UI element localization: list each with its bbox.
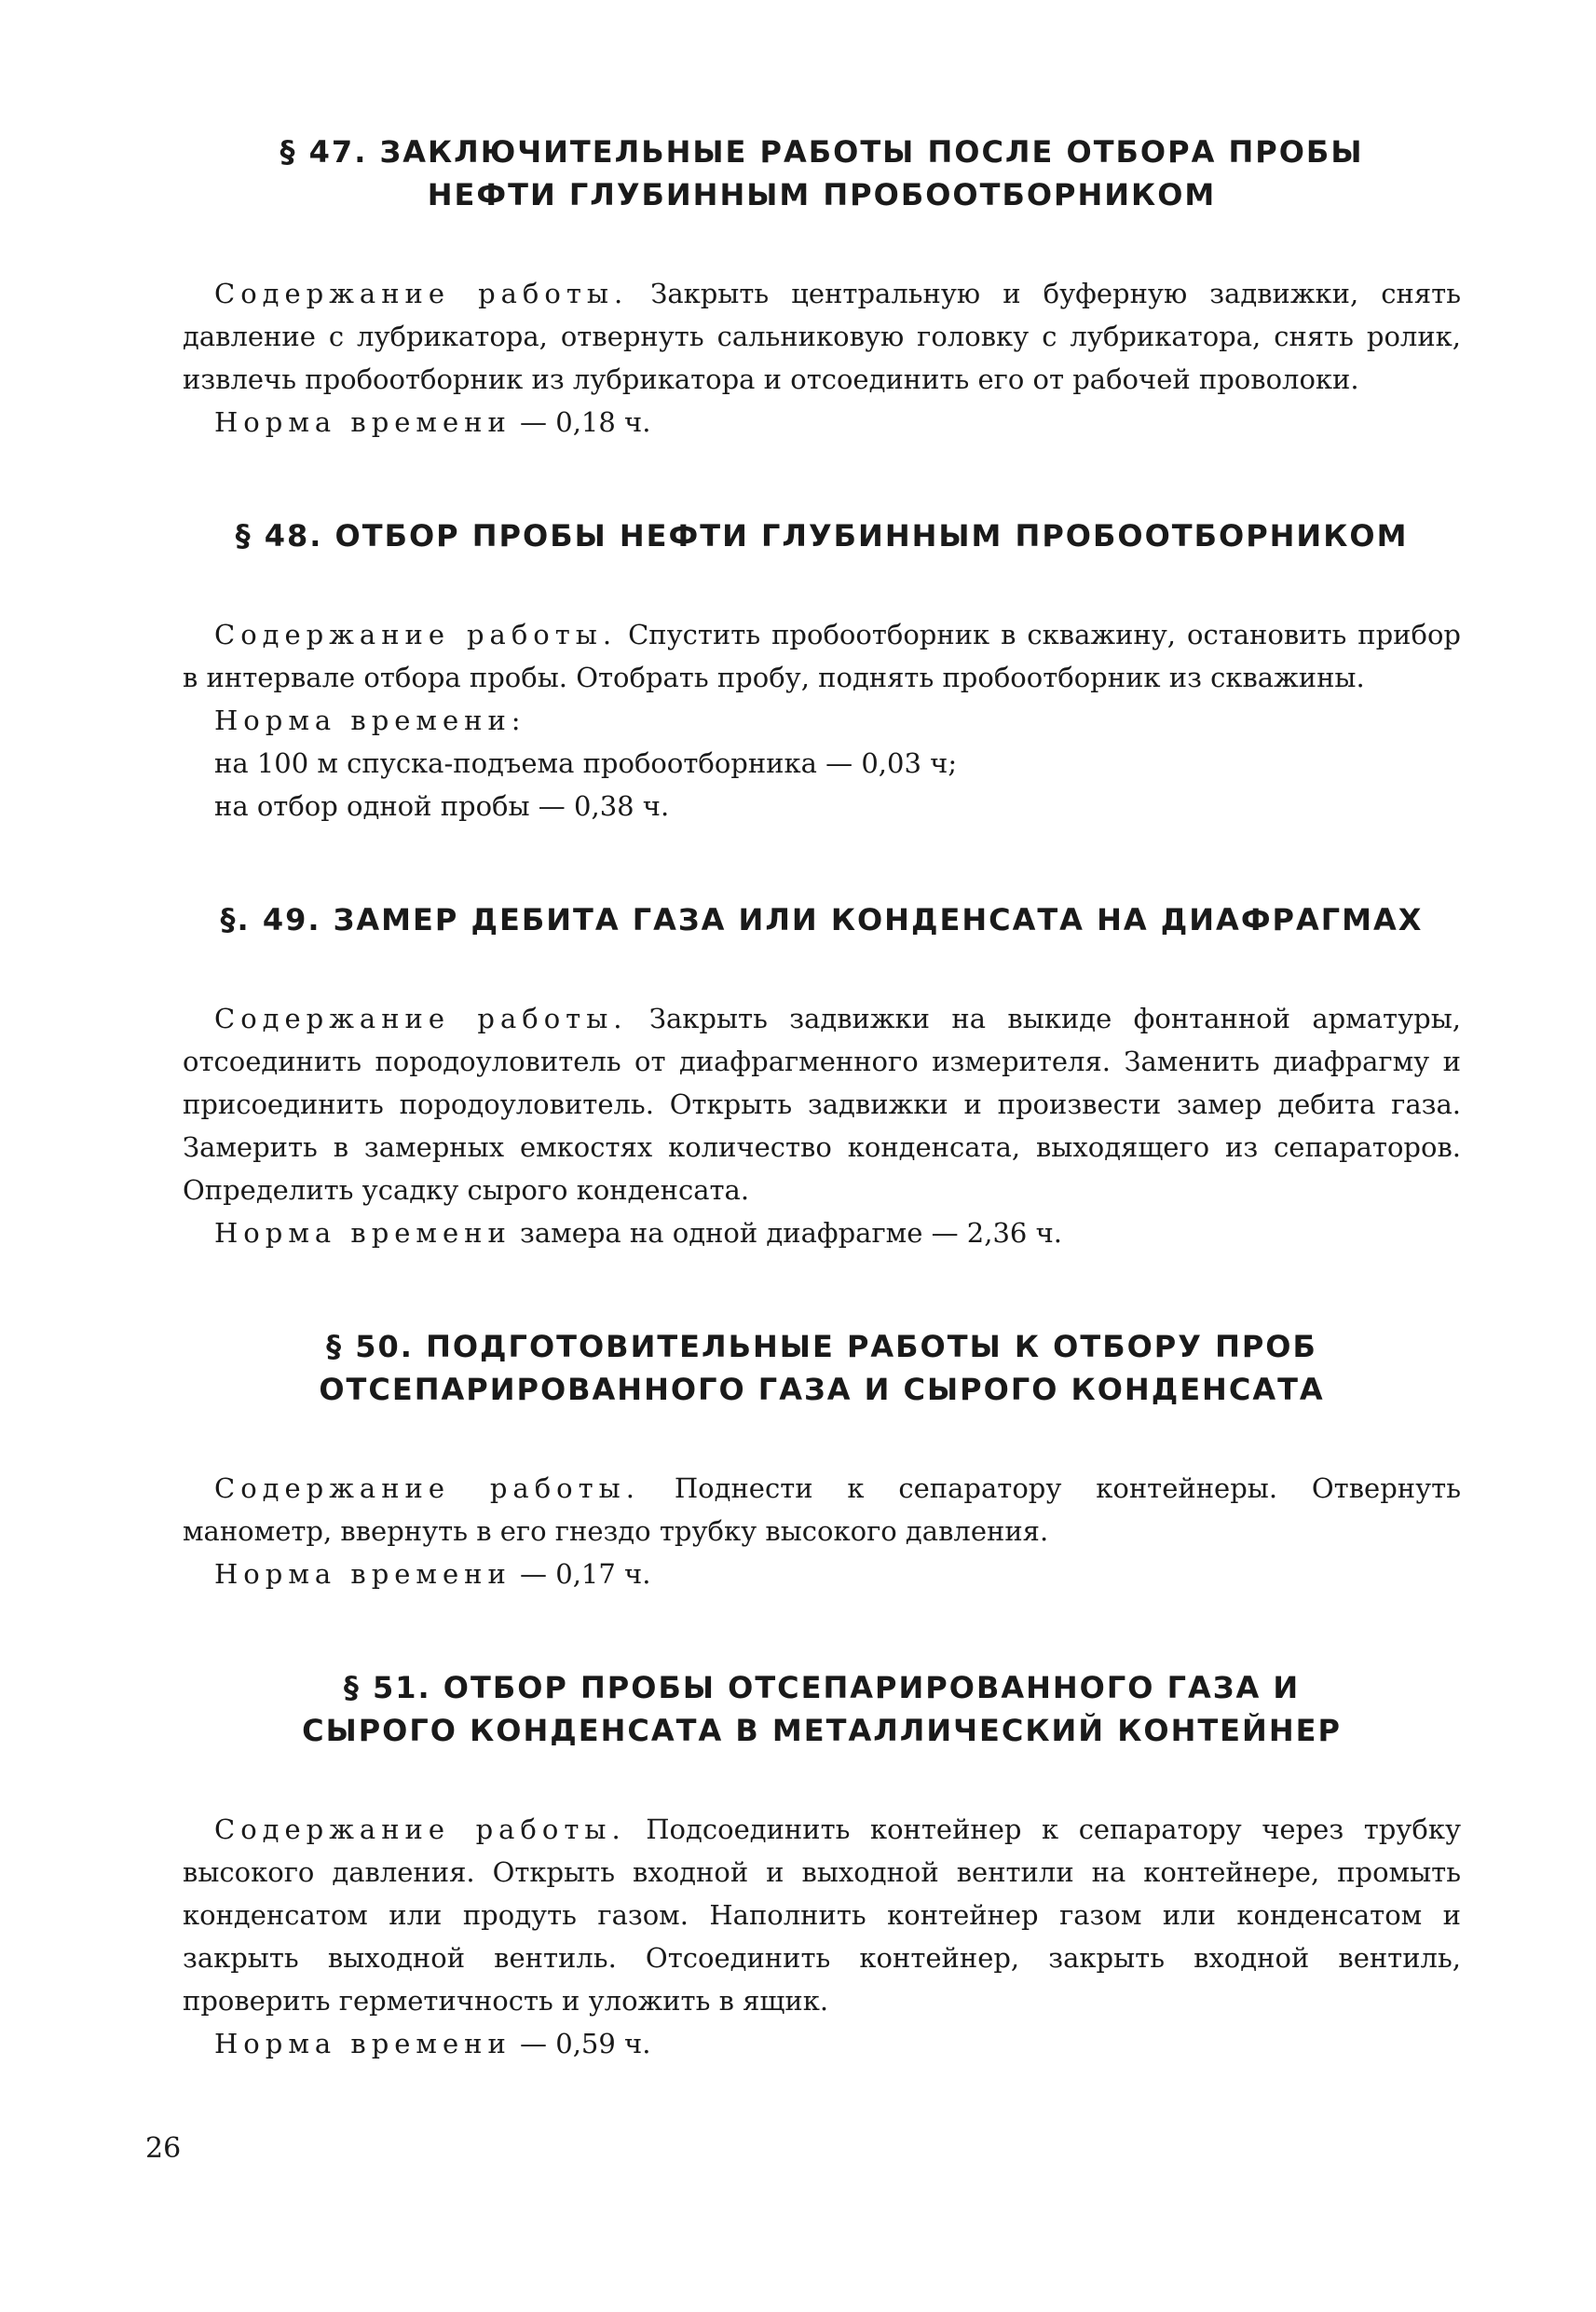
work-content xyxy=(183,272,1461,401)
section-48 xyxy=(183,514,1461,898)
heading-line: НЕФТИ ГЛУБИННЫМ ПРОБООТБОРНИКОМ xyxy=(427,177,1217,212)
norm-label: Норма времени xyxy=(214,406,512,438)
norm-label: Норма времени xyxy=(214,1217,512,1249)
time-norm xyxy=(214,1553,1461,1595)
content-text: Спустить пробоотборник в скважину, остановить прибор в интервале отбора пробы. Отобрать пробу, поднять пробоотборник из скважины. xyxy=(183,619,1461,693)
time-norm xyxy=(214,699,1461,742)
norm-label: Норма времени xyxy=(214,2028,512,2059)
time-norm xyxy=(214,401,1461,444)
section-heading xyxy=(183,130,1461,216)
heading-line: § 51. ОТБОР ПРОБЫ ОТСЕПАРИРОВАННОГО ГАЗА И xyxy=(343,1670,1301,1705)
time-norm xyxy=(214,1211,1461,1254)
content-text: Закрыть центральную и буферную задвижки, снять давление с лубрикатора, отвернуть сальниковую головку с лубрикатора, снять ролик, извлечь пробоотборник из лубрикатора и отсоединить его от рабочей проволоки. xyxy=(183,278,1461,395)
norm-item: на отбор одной пробы — 0,38 ч. xyxy=(214,790,670,822)
section-heading xyxy=(183,1666,1461,1752)
content-text: Подсоединить контейнер к сепаратору через трубку высокого давления. Открыть входной и выходной вентили на контейнере, промыть конденсатом или продуть газом. Наполнить контейнер газом или конденсатом и закрыть выходной вентиль. Отсоединить контейнер, закрыть входной вентиль, проверить герметичность и уложить в ящик. xyxy=(183,1813,1462,2017)
section-49 xyxy=(183,898,1461,1325)
norm-label: Норма времени: xyxy=(214,705,526,736)
content-text: Поднести к сепаратору контейнеры. Отвернуть манометр, ввернуть в его гнездо трубку высокого давления. xyxy=(183,1472,1462,1547)
norm-value: замера на одной диафрагме — 2,36 ч. xyxy=(511,1217,1062,1249)
norm-item: на 100 м спуска-подъема пробоотборника — 0,03 ч; xyxy=(214,747,958,779)
heading-line: СЫРОГО КОНДЕНСАТА В МЕТАЛЛИЧЕСКИЙ КОНТЕЙНЕР xyxy=(302,1713,1342,1748)
heading-line: § 50. ПОДГОТОВИТЕЛЬНЫЕ РАБОТЫ К ОТБОРУ ПРОБ xyxy=(326,1329,1317,1364)
work-content xyxy=(183,613,1461,699)
section-heading xyxy=(183,514,1461,557)
work-content xyxy=(183,1467,1461,1553)
heading-line: §. 49. ЗАМЕР ДЕБИТА ГАЗА ИЛИ КОНДЕНСАТА НА ДИАФРАГМАХ xyxy=(220,902,1424,937)
heading-line: § 48. ОТБОР ПРОБЫ НЕФТИ ГЛУБИННЫМ ПРОБООТБОРНИКОМ xyxy=(235,518,1409,554)
section-heading xyxy=(183,1325,1461,1411)
content-text: Закрыть задвижки на выкиде фонтанной арматуры, отсоединить породоуловитель от диафрагменного измерителя. Заменить диафрагму и присоединить породоуловитель. Открыть задвижки и произвести замер дебита газа. Замерить в замерных емкостях количество конденсата, выходящего из сепараторов. Определить усадку сырого конденсата. xyxy=(183,1003,1462,1206)
content-label: Содержание работы. xyxy=(214,619,618,650)
page-number: 26 xyxy=(145,2132,182,2165)
work-content xyxy=(183,997,1461,1211)
content-label: Содержание работы. xyxy=(214,1003,628,1034)
section-47 xyxy=(183,130,1461,514)
heading-line: § 47. ЗАКЛЮЧИТЕЛЬНЫЕ РАБОТЫ ПОСЛЕ ОТБОРА ПРОБЫ xyxy=(280,134,1364,170)
section-51 xyxy=(183,1666,1461,2065)
time-norm xyxy=(214,2022,1461,2065)
content-label: Содержание работы. xyxy=(214,1813,626,1845)
norm-value: — 0,59 ч. xyxy=(511,2028,651,2059)
norm-value: — 0,18 ч. xyxy=(511,406,651,438)
norm-value: — 0,17 ч. xyxy=(511,1558,651,1590)
document-page xyxy=(183,130,1461,2065)
section-50 xyxy=(183,1325,1461,1666)
content-label: Содержание работы. xyxy=(214,1472,640,1504)
norm-label: Норма времени xyxy=(214,1558,512,1590)
section-heading xyxy=(183,898,1461,941)
heading-line: ОТСЕПАРИРОВАННОГО ГАЗА И СЫРОГО КОНДЕНСАТА xyxy=(319,1372,1325,1407)
work-content xyxy=(183,1808,1461,2022)
content-label: Содержание работы. xyxy=(214,278,629,309)
